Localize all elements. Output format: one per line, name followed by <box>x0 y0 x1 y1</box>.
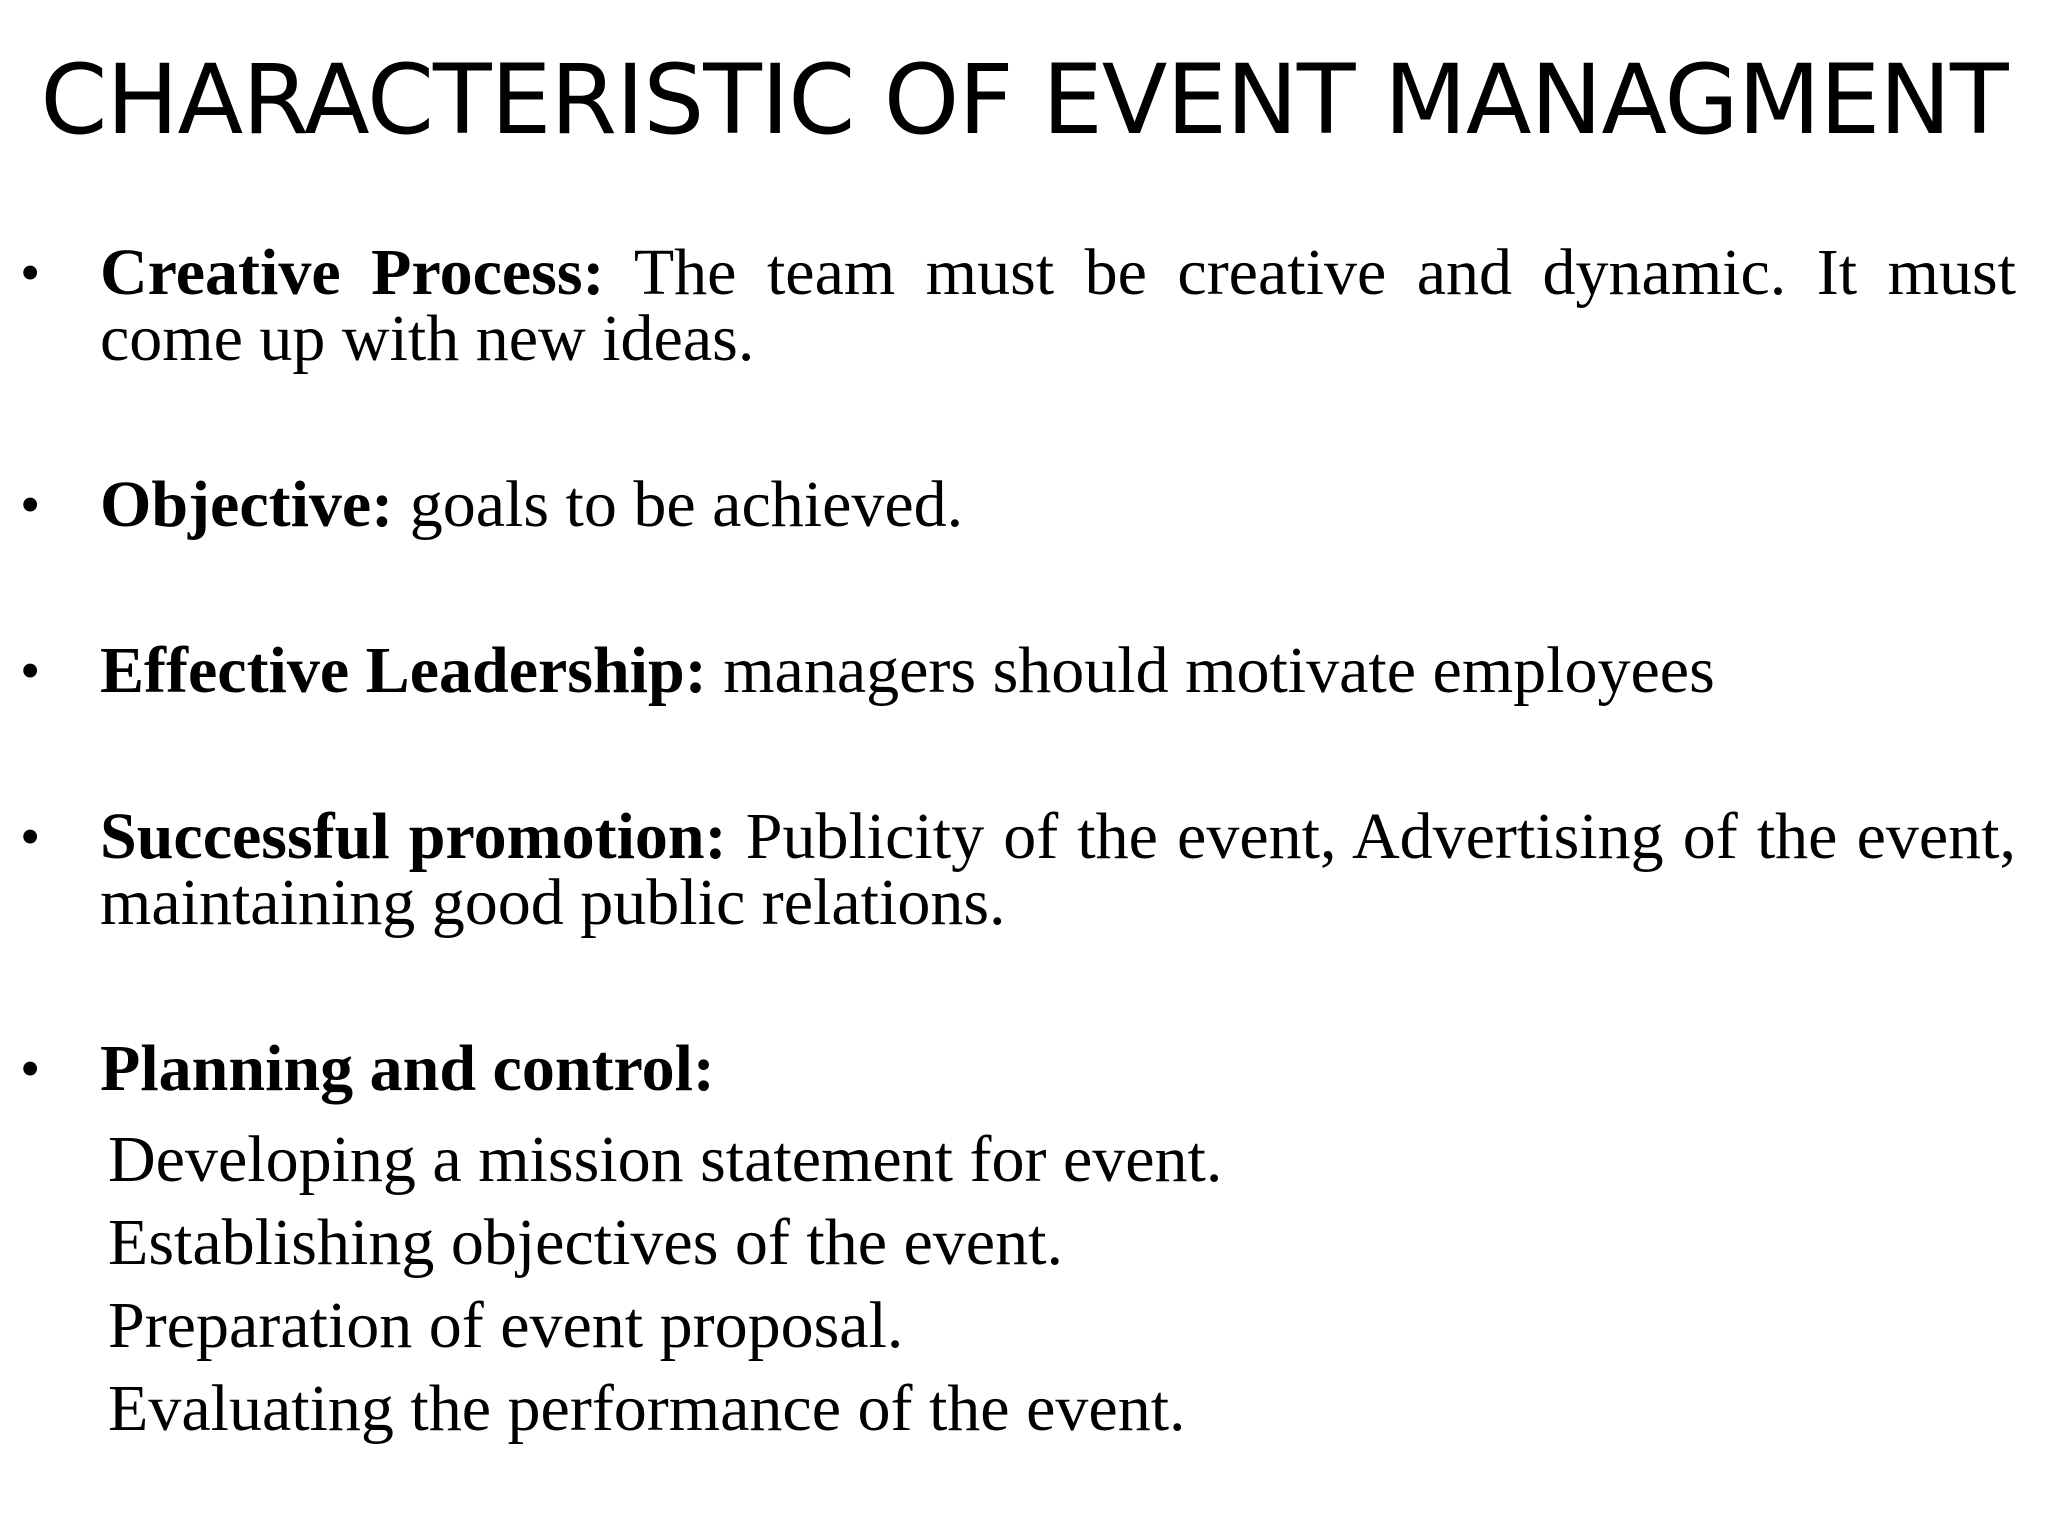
planning-item: Establishing objectives of the event. <box>108 1206 1063 1279</box>
bullet-text: The team must be creative and dynamic. It must come up with new ideas. <box>100 236 2016 375</box>
bullet-icon: • <box>20 804 41 869</box>
bullet-term: Objective: <box>100 468 394 541</box>
planning-item: Preparation of event proposal. <box>108 1289 904 1362</box>
bullet-text: managers should motivate employees <box>723 634 1715 707</box>
bullet-item-creative-process <box>20 236 2016 375</box>
bullet-icon: • <box>20 638 41 703</box>
bullet-icon: • <box>20 472 41 537</box>
bullet-item-successful-promotion <box>20 800 2017 939</box>
bullet-icon: • <box>20 240 41 305</box>
bullet-term: Creative Process: <box>100 236 605 309</box>
planning-item: Developing a mission statement for event. <box>108 1123 1223 1196</box>
bullet-text: goals to be achieved. <box>409 468 964 541</box>
bullet-item-planning-and-control <box>20 1032 2016 1105</box>
bullet-item-objective <box>20 468 2016 541</box>
bullet-item-effective-leadership <box>20 634 2016 707</box>
bullet-term: Planning and control: <box>100 1032 715 1105</box>
planning-item: Evaluating the performance of the event. <box>108 1372 1186 1445</box>
slide-title: CHARACTERISTIC OF EVENT MANAGMENT <box>40 44 2008 156</box>
planning-sub-list <box>20 1118 2016 1450</box>
bullet-term: Successful promotion: <box>100 800 727 873</box>
bullet-term: Effective Leadership: <box>100 634 707 707</box>
bullet-icon: • <box>20 1036 41 1101</box>
bullet-text: Publicity of the event, Advertising of the event, maintaining good public relations. <box>100 800 2017 939</box>
bullet-list <box>20 236 2017 1450</box>
